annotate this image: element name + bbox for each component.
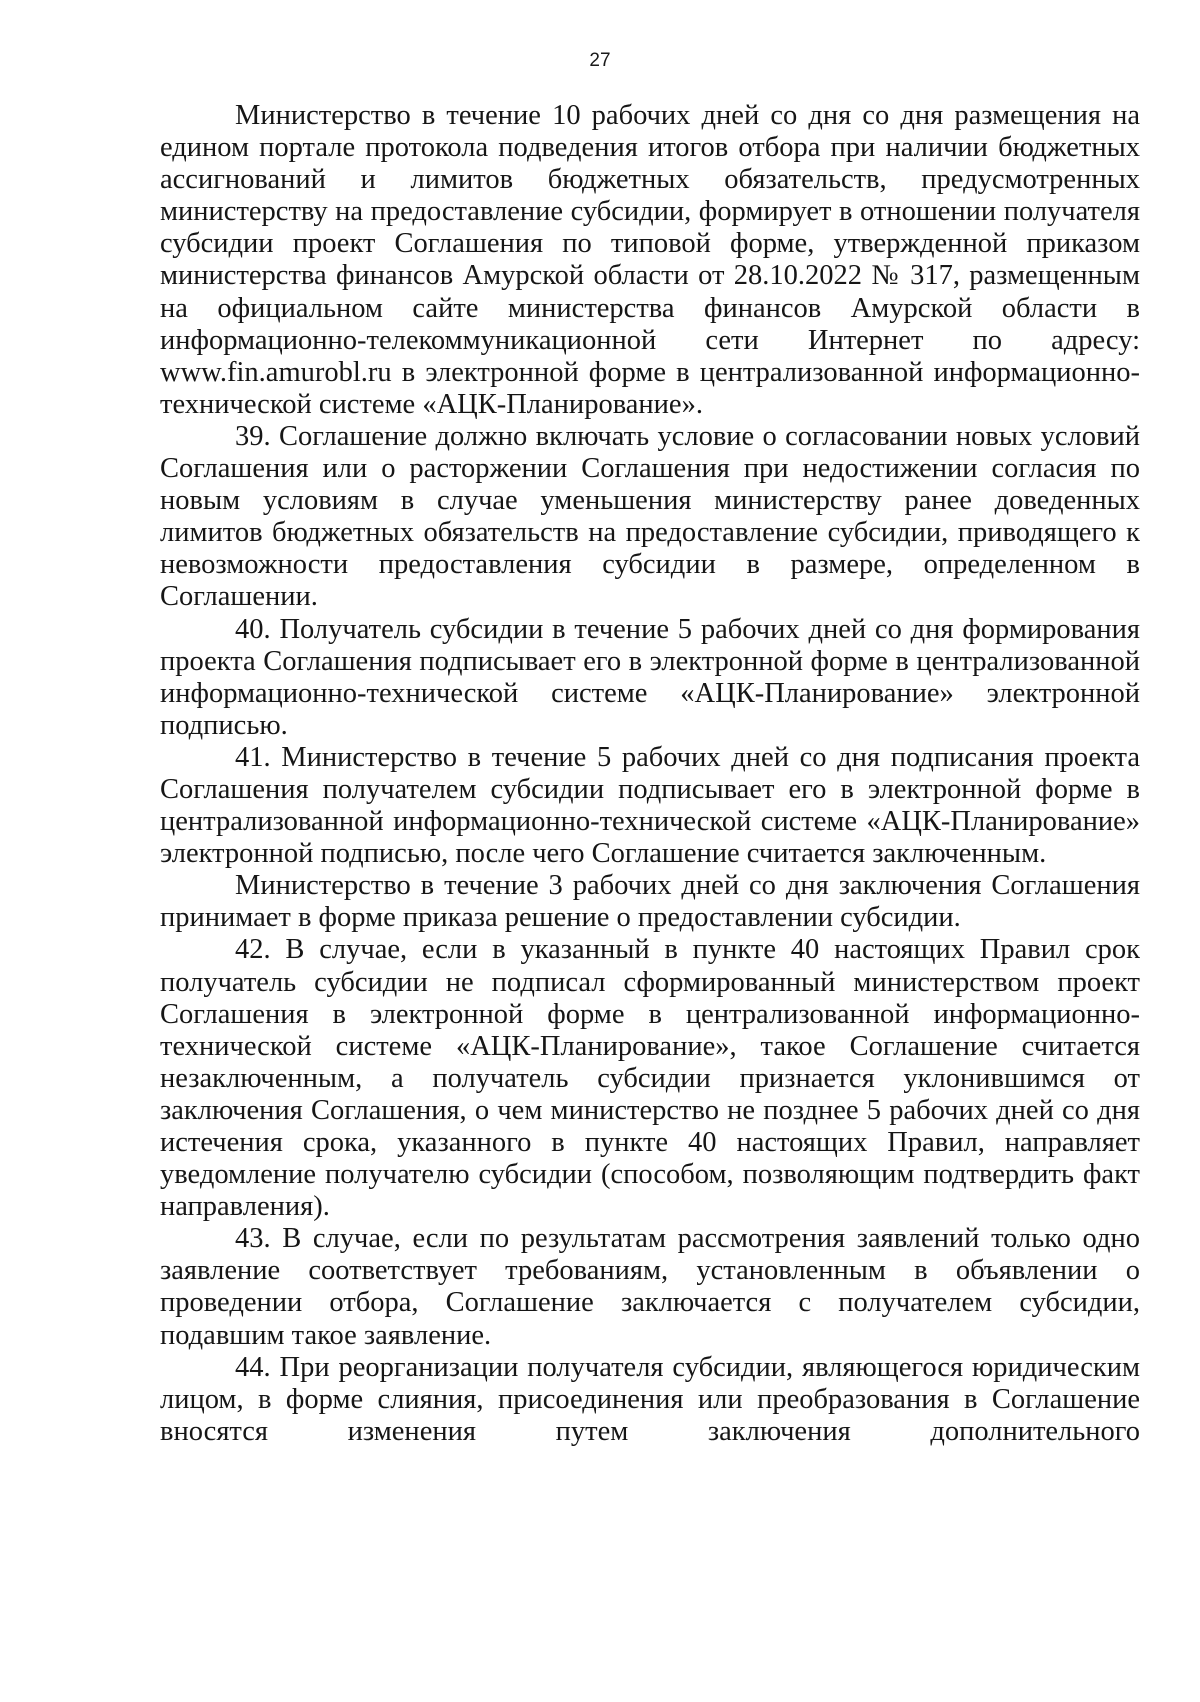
paragraph-order-decision: Министерство в течение 3 рабочих дней со дня заключения Соглашения принимает в форме приказа решение о предоставлении субсидии. [160,870,1140,934]
paragraph-39: 39. Соглашение должно включать условие о согласовании новых условий Соглашения или о расторжении Соглашения при недостижении согласия по новым условиям в случае уменьшения министерству ранее доведенных лимитов бюджетных обязательств на предоставление субсидии, приводящего к невозможности предоставления субсидии в размере, определенном в Соглашении. [160,420,1140,613]
paragraph-42: 42. В случае, если в указанный в пункте 40 настоящих Правил срок получатель субсидии не подписал сформированный министерством проект Соглашения в электронной форме в централизованной информационно-технической системе «АЦК-Планирование», такое Соглашение считается незаключенным, а получатель субсидии признается уклонившимся от заключения Соглашения, о чем министерство не позднее 5 рабочих дней со дня истечения срока, указанного в пункте 40 настоящих Правил, направляет уведомление получателю субсидии (способом, позволяющим подтвердить факт направления). [160,934,1140,1223]
paragraph-agreement-preparation: Министерство в течение 10 рабочих дней со дня со дня размещения на едином портале протокола подведения итогов отбора при наличии бюджетных ассигнований и лимитов бюджетных обязательств, предусмотренных министерству на предоставление субсидии, формирует в отношении получателя субсидии проект Соглашения по типовой форме, утвержденной приказом министерства финансов Амурской области от 28.10.2022 № 317, размещенным на официальном сайте министерства финансов Амурской области в информационно-телекоммуникационной сети Интернет по адресу: www.fin.amurobl.ru в электронной форме в централизованной информационно-технической системе «АЦК-Планирование». [160,100,1140,420]
paragraph-40: 40. Получатель субсидии в течение 5 рабочих дней со дня формирования проекта Соглашения подписывает его в электронной форме в централизованной информационно-технической системе «АЦК-Планирование» электронной подписью. [160,613,1140,741]
page-number: 27 [589,50,611,71]
paragraph-41: 41. Министерство в течение 5 рабочих дней со дня подписания проекта Соглашения получателем субсидии подписывает его в электронной форме в централизованной информационно-технической системе «АЦК-Планирование» электронной подписью, после чего Соглашение считается заключенным. [160,741,1140,870]
document-body [160,100,1140,1448]
paragraph-43: 43. В случае, если по результатам рассмотрения заявлений только одно заявление соответствует требованиям, установленным в объявлении о проведении отбора, Соглашение заключается с получателем субсидии, подавшим такое заявление. [160,1223,1140,1351]
paragraph-44: 44. При реорганизации получателя субсидии, являющегося юридическим лицом, в форме слияния, присоединения или преобразования в Соглашение вносятся изменения путем заключения дополнительного [160,1351,1140,1447]
